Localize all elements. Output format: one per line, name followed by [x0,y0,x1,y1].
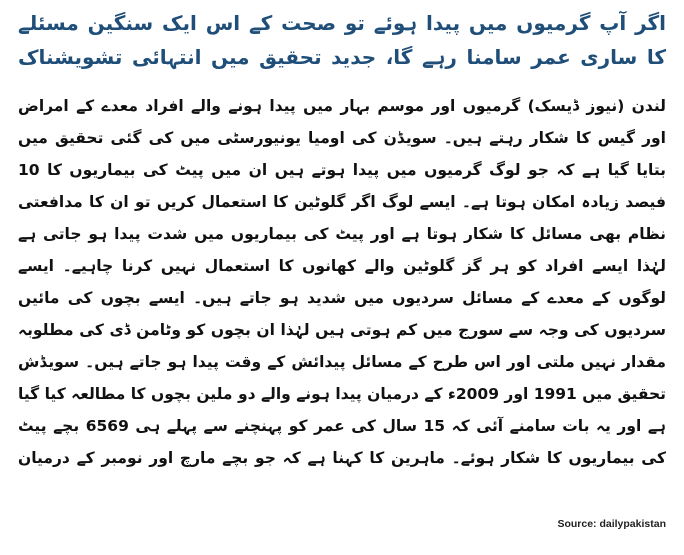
article-headline: اگر آپ گرمیوں میں پیدا ہوئے تو صحت کے اس ایک سنگین مسئلے کا ساری عمر سامنا رہے گا، جدید تحقیق میں انتہائی تشویشناک [18,11,666,69]
article-source: Source: dailypakistan [557,518,666,530]
article-body: لندن (نیوز ڈیسک) گرمیوں اور موسم بہار میں پیدا ہونے والے افراد معدے کے امراض اور گیس کا شکار رہتے ہیں۔ سویڈن کی اومیا یونیورسٹی میں کی گئی تحقیق میں بتایا گیا ہے کہ جو لوگ گرمیوں میں پیدا ہوتے ہیں ان میں پیٹ کی بیماریوں کا 10 فیصد زیادہ امکان ہوتا ہے۔ ایسے لوگ اگر گلوٹین کا استعمال کریں تو ان کا مدافعتی نظام بھی مسائل کا شکار ہوتا ہے اور پیٹ کی بیماریوں میں شدت پیدا ہو جاتی ہے لہٰذا ایسے افراد کو ہر گز گلوٹین والے کھانوں کا استعمال نہیں کرنا چاہیے۔ ایسے لوگوں کے معدے کے مسائل سردیوں میں شدید ہو جاتے ہیں۔ ایسے بچوں کی مائیں سردیوں کی وجہ سے سورج میں کم ہوتی ہیں لہٰذا ان بچوں کو وٹامن ڈی کی مطلوبہ مقدار نہیں ملتی اور اس طرح کے مسائل پیدائش کے وقت پیدا ہو جاتے ہیں۔ سویڈش تحقیق میں 1991 اور 2009ء کے درمیان پیدا ہونے والے دو ملین بچوں کا مطالعہ کیا گیا ہے اور یہ بات سامنے آئی کہ 15 سال کی عمر کو پہنچنے سے پہلے ہی 6569 بچے پیٹ کی بیماریوں کا شکار ہوئے۔ ماہرین کا کہنا ہے کہ جو بچے مارچ اور نومبر کے درمیان [18,97,666,467]
